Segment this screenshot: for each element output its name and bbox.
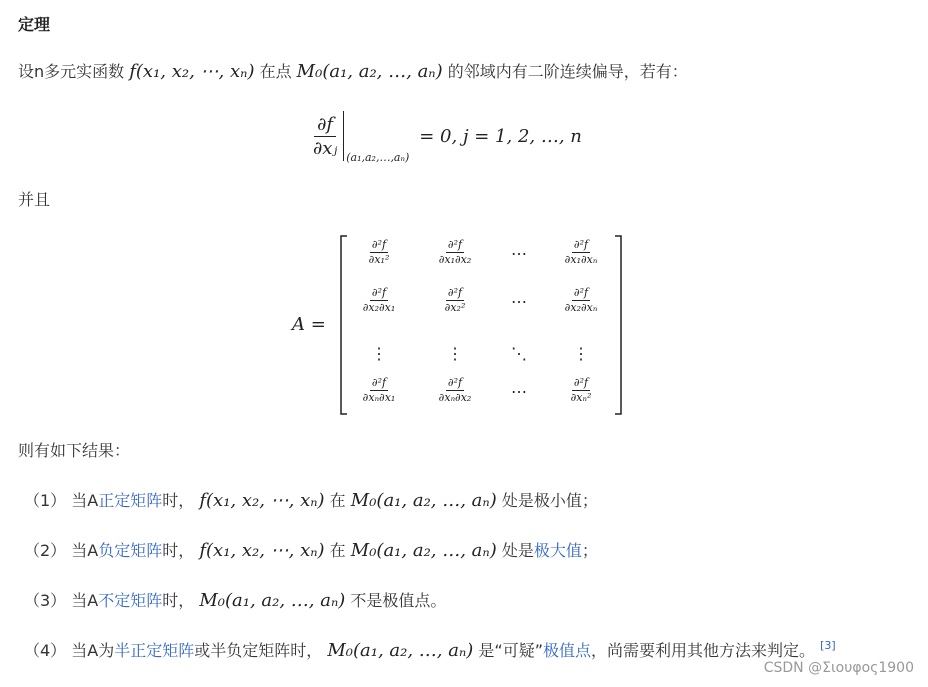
result-end: 处是极小值； [501, 491, 598, 510]
gradient-condition [310, 108, 582, 164]
intro-at-point: 在点 [259, 62, 292, 81]
entry-denominator: ∂xₙ∂x₁ [362, 391, 396, 404]
watermark: CSDN @Σιουφος1900 [763, 660, 914, 676]
entry-numerator: ∂²f [573, 238, 589, 251]
entry-numerator: ∂²f [573, 286, 589, 299]
hessian-matrix [338, 234, 624, 416]
and-label: 并且 [18, 190, 51, 209]
matrix-dots: ⋯ [511, 244, 527, 263]
function-expression: f(x₁, x₂, ⋯, xₙ) [129, 61, 255, 82]
result-item-4 [24, 641, 836, 663]
result-in: 在 [329, 491, 346, 510]
matrix-entry [339, 376, 419, 405]
result-end-pre: 处是 [501, 541, 534, 560]
matrix-dots: ⋯ [511, 382, 527, 401]
result-item-1 [24, 491, 598, 511]
entry-numerator: ∂²f [447, 376, 463, 389]
entry-numerator: ∂²f [447, 238, 463, 251]
link-positive-semidefinite[interactable]: 半正定矩阵 [114, 641, 195, 660]
entry-denominator: ∂x₂∂x₁ [362, 301, 396, 314]
matrix-dots: ⋮ [447, 344, 463, 363]
function-expression: f(x₁, x₂, ⋯, xₙ) [199, 540, 325, 561]
link-negative-definite[interactable]: 负定矩阵 [98, 541, 163, 560]
partial-denominator: ∂xⱼ [313, 137, 338, 159]
partial-numerator: ∂f [314, 114, 336, 137]
result-mid: 时， [162, 541, 195, 560]
result-item-3 [24, 591, 446, 611]
result-mid: 或半负定矩阵时， [194, 641, 323, 660]
link-indefinite[interactable]: 不定矩阵 [98, 591, 163, 610]
entry-denominator: ∂x₁∂xₙ [564, 253, 598, 266]
matrix-lhs: A = [292, 314, 326, 335]
result-pre: 当A [71, 591, 99, 610]
matrix-entry [541, 376, 621, 405]
evaluation-subscript: (a₁,a₂,…,aₙ) [346, 151, 410, 164]
matrix-dots: ⋱ [511, 344, 527, 363]
result-item-2 [24, 541, 598, 561]
matrix-entry [541, 286, 621, 315]
result-index: （3） [24, 591, 67, 610]
entry-denominator: ∂x₁∂x₂ [438, 253, 472, 266]
result-label: 则有如下结果： [18, 441, 131, 460]
section-heading: 定理 [18, 15, 51, 34]
intro-prefix: 设n多元实函数 [18, 62, 125, 81]
matrix-dots: ⋯ [511, 292, 527, 311]
result-index: （4） [24, 641, 67, 660]
point-expression: M₀(a₁, a₂, …, aₙ) [327, 640, 474, 661]
link-positive-definite[interactable]: 正定矩阵 [98, 491, 163, 510]
result-pre: 当A [71, 541, 99, 560]
result-end-post: ； [581, 541, 598, 560]
entry-denominator: ∂x₁² [368, 253, 390, 266]
entry-numerator: ∂²f [573, 376, 589, 389]
result-end-pre: 是“可疑” [478, 641, 543, 660]
reference-link[interactable]: [3] [820, 639, 836, 652]
result-mid: 时， [162, 491, 195, 510]
matrix-entry [541, 238, 621, 267]
result-pre: 当A为 [71, 641, 115, 660]
result-end: 不是极值点。 [350, 591, 447, 610]
condition-rhs: = 0, j = 1, 2, …, n [419, 125, 582, 147]
function-expression: f(x₁, x₂, ⋯, xₙ) [199, 490, 325, 511]
matrix-dots: ⋮ [371, 344, 387, 363]
matrix-entry [339, 286, 419, 315]
result-index: （2） [24, 541, 67, 560]
entry-numerator: ∂²f [371, 238, 387, 251]
matrix-entry [339, 238, 419, 267]
result-in: 在 [329, 541, 346, 560]
point-expression: M₀(a₁, a₂, …, aₙ) [296, 61, 443, 82]
point-expression: M₀(a₁, a₂, …, aₙ) [350, 490, 497, 511]
intro-sentence [18, 62, 688, 82]
point-expression: M₀(a₁, a₂, …, aₙ) [199, 590, 346, 611]
evaluation-bar [343, 111, 344, 161]
entry-denominator: ∂xₙ∂x₂ [438, 391, 472, 404]
result-mid: 时， [162, 591, 195, 610]
partial-derivative-fraction [310, 114, 340, 159]
entry-denominator: ∂xₙ² [570, 391, 592, 404]
intro-suffix: 的邻域内有二阶连续偏导，若有： [447, 62, 688, 81]
result-pre: 当A [71, 491, 99, 510]
matrix-dots: ⋮ [573, 344, 589, 363]
entry-denominator: ∂x₂∂xₙ [564, 301, 598, 314]
point-expression: M₀(a₁, a₂, …, aₙ) [350, 540, 497, 561]
entry-numerator: ∂²f [447, 286, 463, 299]
entry-numerator: ∂²f [371, 376, 387, 389]
entry-denominator: ∂x₂² [444, 301, 466, 314]
entry-numerator: ∂²f [371, 286, 387, 299]
link-maximum[interactable]: 极大值 [533, 541, 582, 560]
result-end-post: ，尚需要利用其他方法来判定。 [591, 641, 816, 660]
result-index: （1） [24, 491, 67, 510]
link-extreme-point[interactable]: 极值点 [543, 641, 592, 660]
